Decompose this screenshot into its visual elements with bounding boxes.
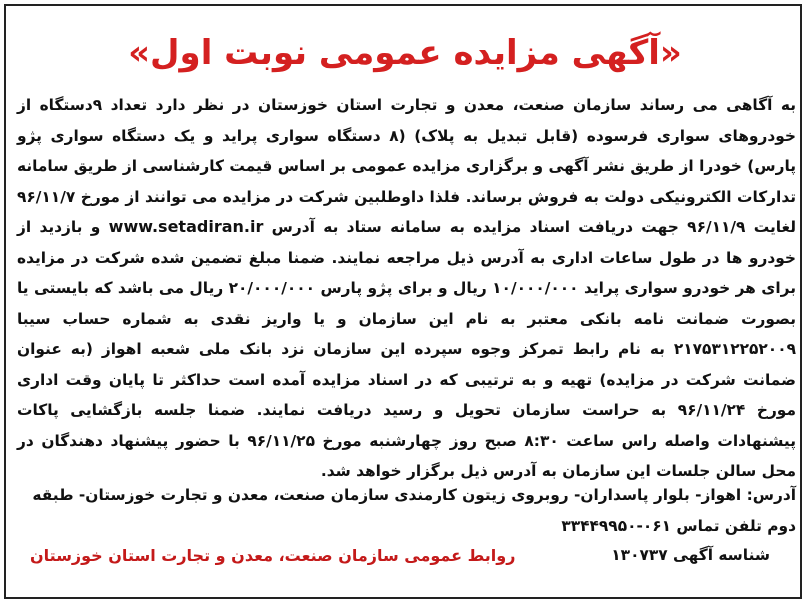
notice-title: «آگهی مزایده عمومی نوبت اول» bbox=[128, 33, 682, 73]
contact-address: آدرس: اهواز- بلوار پاسداران- روبروی زیتون کارمندی سازمان صنعت، معدن و تجارت خوزستان- طبقه دوم تلفن تماس ۰۶۱-۳۳۴۴۹۹۵۰ bbox=[32, 486, 796, 535]
notice-body bbox=[17, 90, 796, 487]
body-text-part1: به آگاهی می رساند سازمان صنعت، معدن و تجارت استان خوزستان در نظر دارد تعداد ۹دستگاه از خودروهای سواری فرسوده (قابل تبدیل به پلاک) (۸ دستگاه سواری پراید و یک دستگاه سواری پژو پارس) خودرا از طریق نشر آگهی و برگزاری مزایده عمومی بر اساس قیمت کارشناسی از طریق سامانه تدارکات الکترونیکی دولت به فروش برساند. فلذا داوطلبین شرکت در مزایده می توانند از مورخ ۹۶/۱۱/۷ لغایت ۹۶/۱۱/۹ جهت دریافت اسناد مزایده به سامانه ستاد به آدرس bbox=[17, 96, 797, 236]
notice-footer bbox=[30, 540, 770, 570]
body-text-part2: و بازدید از خودرو ها در طول ساعات اداری به آدرس ذیل مراجعه نمایند. ضمنا مبلغ تضمین شده شرکت در مزایده برای هر خودرو سواری پراید ۱۰/۰۰۰/۰۰۰ ریال و برای پژو پارس ۲۰/۰۰۰/۰۰۰ ریال می باشد که بایستی یا بصورت ضمانت نامه بانکی معتبر به نام این سازمان و یا واریز نقدی به شماره حساب سیبا ۲۱۷۵۳۱۲۲۵۲۰۰۹ به نام رابط تمرکز وجوه سپرده این سازمان نزد بانک ملی شعبه اهواز (به عنوان ضمانت شرکت در مزایده) تهیه و به ترتیبی که در اسناد مزایده آمده است حداکثر تا پایان وقت اداری مورخ ۹۶/۱۱/۲۴ به حراست سازمان تحویل و رسید دریافت نمایند. ضمنا جلسه بازگشایی پاکات پیشنهادات واصله راس ساعت ۸:۳۰ صبح روز چهارشنبه مورخ ۹۶/۱۱/۲۵ با حضور پیشنهاد دهندگان در محل سالن جلسات این سازمان به آدرس ذیل برگزار خواهد شد. bbox=[17, 218, 796, 480]
notice-id: شناسه آگهی ۱۳۰۷۳۷ bbox=[611, 546, 770, 564]
organization-signature: روابط عمومی سازمان صنعت، معدن و تجارت استان خوزستان bbox=[30, 545, 516, 565]
website-link: www.setadiran.ir bbox=[108, 217, 264, 236]
